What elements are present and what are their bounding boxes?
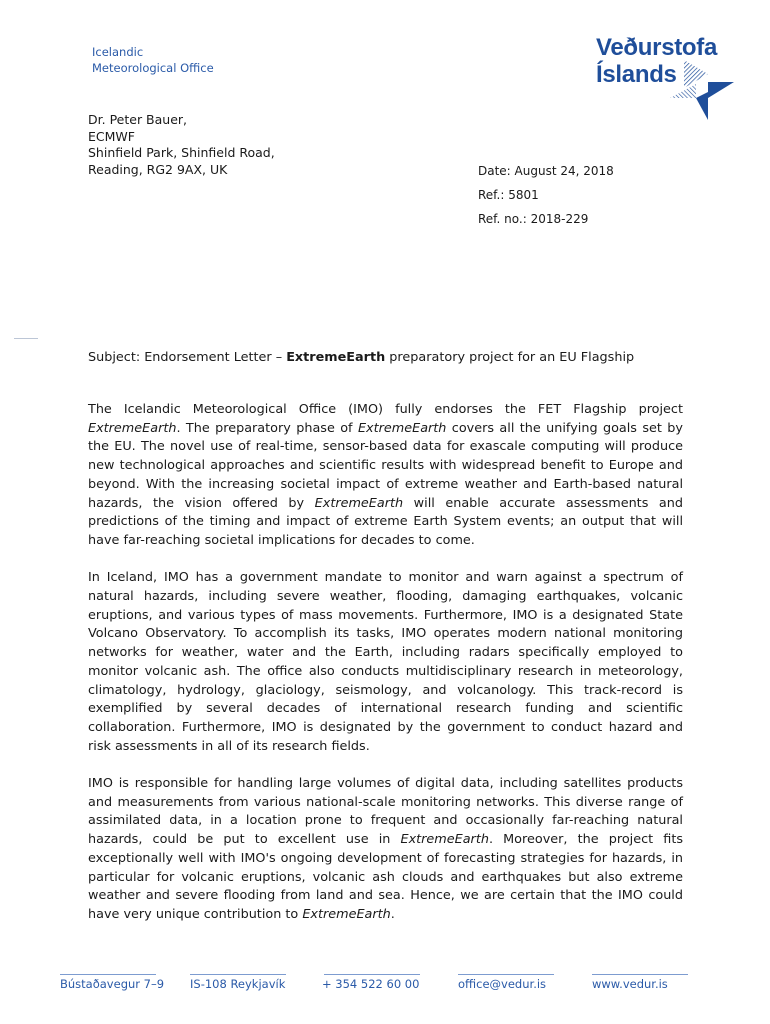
org-name-line1: Icelandic (92, 45, 144, 59)
letter-ref: Ref.: 5801 (478, 188, 539, 202)
footer-rule (458, 974, 554, 975)
logo-triangle-lower (696, 92, 708, 120)
recipient-street: Shinfield Park, Shinfield Road, (88, 145, 275, 160)
org-name (92, 44, 214, 76)
project-name: ExtremeEarth (400, 832, 489, 848)
letter-ref-no: Ref. no.: 2018-229 (478, 212, 589, 226)
subject-line (88, 349, 634, 366)
project-name: ExtremeEarth (88, 420, 177, 436)
logo-triangle-left (670, 84, 696, 98)
letter-date: Date: August 24, 2018 (478, 164, 614, 178)
footer-rule (60, 974, 156, 975)
body-paragraph-3: IMO is responsible for handling large volumes of digital data, including satellites products and measurements from various national-scale monitoring networks. This diverse range of assimilated data, in a location prone to frequent and occasionally far-reaching natural hazards, could be put to excellent use in ExtremeEarth. Moreover, the project fits exceptionally well with IMO's ongoing development of forecasting strategies for hazards, in particular for volcanic eruptions, volcanic ash clouds and earthquakes but also extreme weather and severe flooding from land and sea. Hence, we are certain that the IMO could have very unique contribution to ExtremeEarth. (88, 776, 684, 922)
recipient-address (88, 112, 275, 178)
recipient-org: ECMWF (88, 128, 135, 144)
body-paragraph-2: In Iceland, IMO has a government mandate to monitor and warn against a spectrum of natural hazards, including severe weather, flooding, damaging earthquakes, volcanic eruptions, and various types of mass movements. Furthermore, IMO is a designated State Volcano Observatory. To accomplish its tasks, IMO operates modern national monitoring networks for weather, water and the Earth, including radars specifically employed to monitor volcanic ash. The office also conducts multidisciplinary research in meteorology, climatology, hydrology, glaciology, seismology, and volcanology. This track-record is exemplified by several decades of international research funding and scientific collaboration. Furthermore, IMO is designated by the government to conduct hazard and risk assessments in all of its research fields. (88, 570, 683, 754)
recipient-name: Dr. Peter Bauer, (88, 112, 188, 127)
logo-line2: Íslands (596, 61, 677, 88)
subject-prefix: Subject: Endorsement Letter – (88, 350, 287, 365)
project-name: ExtremeEarth (314, 495, 404, 511)
project-name: ExtremeEarth (357, 420, 447, 436)
reference-block (478, 163, 614, 235)
org-name-line2: Meteorological Office (92, 61, 214, 75)
footer-email[interactable]: office@vedur.is (458, 977, 547, 991)
recipient-city: Reading, RG2 9AX, UK (88, 161, 228, 177)
footer-city: IS-108 Reykjavík (190, 977, 286, 991)
footer-address: Bústaðavegur 7–9 (60, 977, 165, 991)
footer-rule (324, 974, 420, 975)
footer-website[interactable]: www.vedur.is (592, 977, 668, 991)
margin-fold-mark (14, 338, 38, 339)
body-paragraph-1: The Icelandic Meteorological Office (IMO) fully endorses the FET Flagship project ExtremeEarth. The preparatory phase of ExtremeEarth covers all the unifying goals set by the EU. The novel use of real-time, sensor-based data for exascale computing will produce new technological approaches and scientific results with widespread benefit to Europe and beyond. With the increasing societal impact of extreme weather and Earth-based natural hazards, the vision offered by ExtremeEarth will enable accurate assessments and predictions of the timing and impact of extreme Earth System events; an output that will have far-reaching societal implications for decades to come. (88, 402, 684, 548)
footer-phone: + 354 522 60 00 (322, 977, 420, 991)
logo-triangle-right (708, 82, 734, 98)
subject-suffix: preparatory project for an EU Flagship (385, 350, 635, 365)
footer-rule (592, 974, 688, 975)
footer-rule (190, 974, 286, 975)
project-name: ExtremeEarth (302, 906, 391, 922)
logo-line1: Veðurstofa (596, 34, 718, 61)
triangles-logo-icon (664, 58, 736, 122)
subject-project-name: ExtremeEarth (286, 350, 386, 365)
letter-body (88, 401, 683, 943)
logo-triangle-upper (684, 60, 708, 88)
